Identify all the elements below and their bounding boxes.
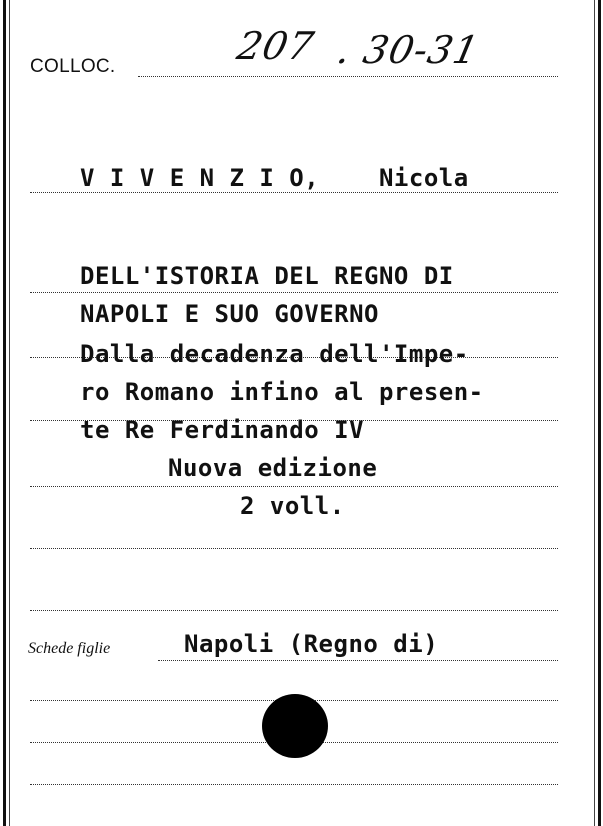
dotted-line-9 (30, 784, 558, 785)
title-line-1: DELL'ISTORIA DEL REGNO DI (80, 262, 454, 290)
author-name: V I V E N Z I O, Nicola (80, 164, 469, 192)
colloc-dotted-line (138, 76, 558, 77)
card-right-edge (598, 0, 601, 826)
colloc-label: COLLOC. (30, 56, 116, 77)
card-left-edge (3, 0, 6, 826)
schede-figlie-value: Napoli (Regno di) (184, 630, 439, 658)
title-line-4: ro Romano infino al presen- (80, 378, 484, 406)
card-right-edge-inner (594, 0, 595, 826)
schede-figlie-label: Schede figlie (28, 640, 111, 657)
punch-hole (262, 694, 328, 758)
dotted-line-1 (30, 292, 558, 293)
volumes-statement: 2 voll. (240, 492, 345, 520)
colloc-handwritten-number: . 30-31 (333, 28, 484, 72)
title-line-3: Dalla decadenza dell'Impe- (80, 340, 469, 368)
title-line-2: NAPOLI E SUO GOVERNO (80, 300, 379, 328)
dotted-line-4 (30, 486, 558, 487)
colloc-handwritten-shelfmark: 207 (233, 24, 319, 68)
author-dotted-line (30, 192, 558, 193)
title-line-5: te Re Ferdinando IV (80, 416, 365, 444)
dotted-line-5 (30, 548, 558, 549)
card-left-edge-inner (9, 0, 10, 826)
dotted-line-6 (30, 610, 558, 611)
edition-statement: Nuova edizione (168, 454, 378, 482)
schede-dotted-line (158, 660, 558, 661)
